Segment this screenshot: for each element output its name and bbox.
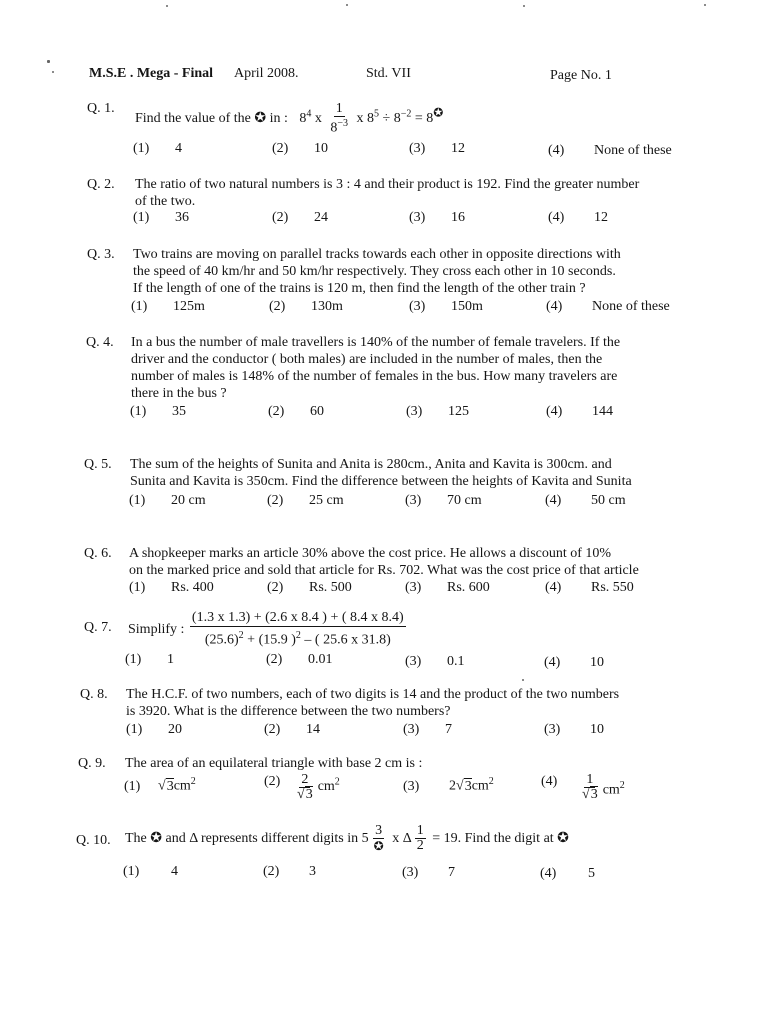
option-2[interactable]: (2) 14 [264, 722, 320, 737]
class-label: Std. VII [366, 66, 411, 81]
question-text: The sum of the heights of Sunita and Anita is 280cm., Anita and Kavita is 300cm. and Sunita and Kavita is 350cm. Find the difference between the heights of Kavita and Sunita [130, 457, 632, 489]
question-text: In a bus the number of male travellers is 140% of the number of female travelers. If the driver and the conductor ( both males) are included in the number of males, then the number of males is 148% of the number of females in the bus. How many travelers are there in the bus ? [131, 335, 621, 401]
options [76, 863, 696, 881]
question-6 [84, 545, 704, 600]
option-1[interactable]: (1) 125m [131, 299, 205, 314]
math-expression: 5 $\frac{3}{✪}$ x Δ $\frac{1}{2}$ = 19. Find the digit at ✪ [361, 823, 569, 853]
page-number: Page No. 1 [550, 68, 612, 83]
question-text: The area of an equilateral triangle with base 2 cm is : [125, 756, 423, 771]
options [84, 492, 704, 510]
option-3[interactable]: (3) Rs. 600 [405, 580, 490, 595]
options [80, 721, 700, 739]
math-expression: $8^4$ x $\frac{1}{8^{-3}}$ x $8^5 \div 8^{-2} = 8^✪$ [299, 101, 444, 136]
option-2[interactable]: (2) 60 [268, 404, 324, 419]
option-4[interactable]: (4) 12 [548, 210, 608, 225]
option-4[interactable]: (4) None of these [548, 143, 672, 158]
option-2[interactable]: (2) $\frac{2}{√3}$ $cm^2$ [264, 772, 340, 802]
question-5 [84, 456, 704, 511]
option-1[interactable]: (1) $√3cm^2$ [124, 776, 196, 794]
option-1[interactable]: (1) 36 [133, 210, 189, 225]
option-1[interactable]: (1) 35 [130, 404, 186, 419]
options [84, 651, 704, 669]
scan-speck [346, 4, 348, 6]
question-number: Q. 8. [80, 687, 108, 702]
question-4 [86, 334, 706, 424]
options [86, 403, 706, 421]
options [78, 773, 698, 813]
option-2[interactable]: (2) 25 cm [267, 493, 344, 508]
question-number: Q. 1. [87, 101, 115, 116]
option-4[interactable]: (4) 144 [546, 404, 613, 419]
question-9 [78, 755, 718, 815]
option-2[interactable]: (2) 0.01 [266, 652, 333, 667]
scan-speck [522, 679, 524, 681]
option-1[interactable]: (1) 1 [125, 652, 174, 667]
option-4[interactable]: (3) 10 [544, 722, 604, 737]
option-2[interactable]: (2) 130m [269, 299, 343, 314]
question-text: A shopkeeper marks an article 30% above the cost price. He allows a discount of 10% on the marked price and sold that article for Rs. 702. What was the cost price of that article [129, 546, 639, 578]
option-1[interactable]: (1) 4 [123, 864, 178, 879]
question-text: Simplify : [128, 621, 185, 637]
options [84, 579, 704, 597]
option-3[interactable]: (3) 0.1 [405, 654, 465, 669]
question-1 [87, 100, 707, 170]
scan-speck [523, 5, 525, 7]
option-2[interactable]: (2) Rs. 500 [267, 580, 352, 595]
option-1[interactable]: (1) 20 cm [129, 493, 206, 508]
option-3[interactable]: (3) 125 [406, 404, 469, 419]
scan-speck [704, 4, 706, 6]
question-text: The ✪ and Δ represents different digits in [125, 831, 359, 846]
option-3[interactable]: (3) 150m [409, 299, 483, 314]
option-4[interactable]: (4) 10 [544, 655, 604, 670]
options [87, 209, 707, 227]
question-number: Q. 5. [84, 457, 112, 472]
option-4[interactable]: (4) Rs. 550 [545, 580, 634, 595]
question-number: Q. 9. [78, 756, 106, 771]
option-1[interactable]: (1) 4 [133, 141, 182, 156]
scan-speck [52, 71, 54, 73]
option-1[interactable]: (1) Rs. 400 [129, 580, 214, 595]
question-7 [84, 610, 704, 670]
option-2[interactable]: (2) 24 [272, 210, 328, 225]
option-3[interactable]: (3) 7 [402, 865, 455, 880]
question-2 [87, 176, 707, 231]
question-10 [76, 824, 736, 884]
exam-title: M.S.E . Mega - Final [89, 66, 214, 81]
scan-speck [166, 5, 168, 7]
option-3[interactable]: (3) 70 cm [405, 493, 482, 508]
question-number: Q. 10. [76, 833, 111, 848]
question-8 [80, 686, 710, 741]
option-4[interactable]: (4) 5 [540, 866, 595, 881]
question-number: Q. 6. [84, 546, 112, 561]
question-text: Find the value of the ✪ in : [135, 111, 288, 127]
options [87, 140, 707, 158]
option-4[interactable]: (4) None of these [546, 299, 670, 314]
option-3[interactable]: (3) 12 [409, 141, 465, 156]
question-text: Two trains are moving on parallel tracks towards each other in opposite directions with the speed of 40 km/hr and 50 km/hr respectively. They cross each other in 10 seconds. If the length of one of the trains is 120 m, then find the length of the other train ? [133, 247, 621, 296]
option-2[interactable]: (2) 10 [272, 141, 328, 156]
question-number: Q. 3. [87, 247, 115, 262]
option-3[interactable]: (3) 7 [403, 722, 452, 737]
question-text: The ratio of two natural numbers is 3 : 4 and their product is 192. Find the greater number of the two. [135, 177, 640, 209]
option-2[interactable]: (2) 3 [263, 864, 316, 879]
option-3[interactable]: (3) $2√3cm^2$ [403, 776, 494, 794]
question-text: The H.C.F. of two numbers, each of two digits is 14 and the product of the two numbers is 3920. What is the difference between the two numbers? [126, 687, 620, 719]
question-number: Q. 2. [87, 177, 115, 192]
options [87, 298, 707, 316]
option-4[interactable]: (4) 50 cm [545, 493, 626, 508]
question-3 [87, 246, 707, 316]
option-3[interactable]: (3) 16 [409, 210, 465, 225]
option-4[interactable]: (4) $\frac{1}{√3}$ $cm^2$ [541, 772, 625, 802]
option-1[interactable]: (1) 20 [126, 722, 182, 737]
question-number: Q. 7. [84, 620, 112, 635]
math-fraction: $\frac{(1.3 x 1.3) + (2.6 x 8.4 ) + ( 8.4 x 8.4)}{(25.6)^2 + (15.9 )^2 - ( 25.6 x 31.8)}$ [191, 610, 404, 648]
scan-speck [47, 60, 50, 63]
exam-date: April 2008. [234, 66, 299, 81]
question-number: Q. 4. [86, 335, 114, 350]
